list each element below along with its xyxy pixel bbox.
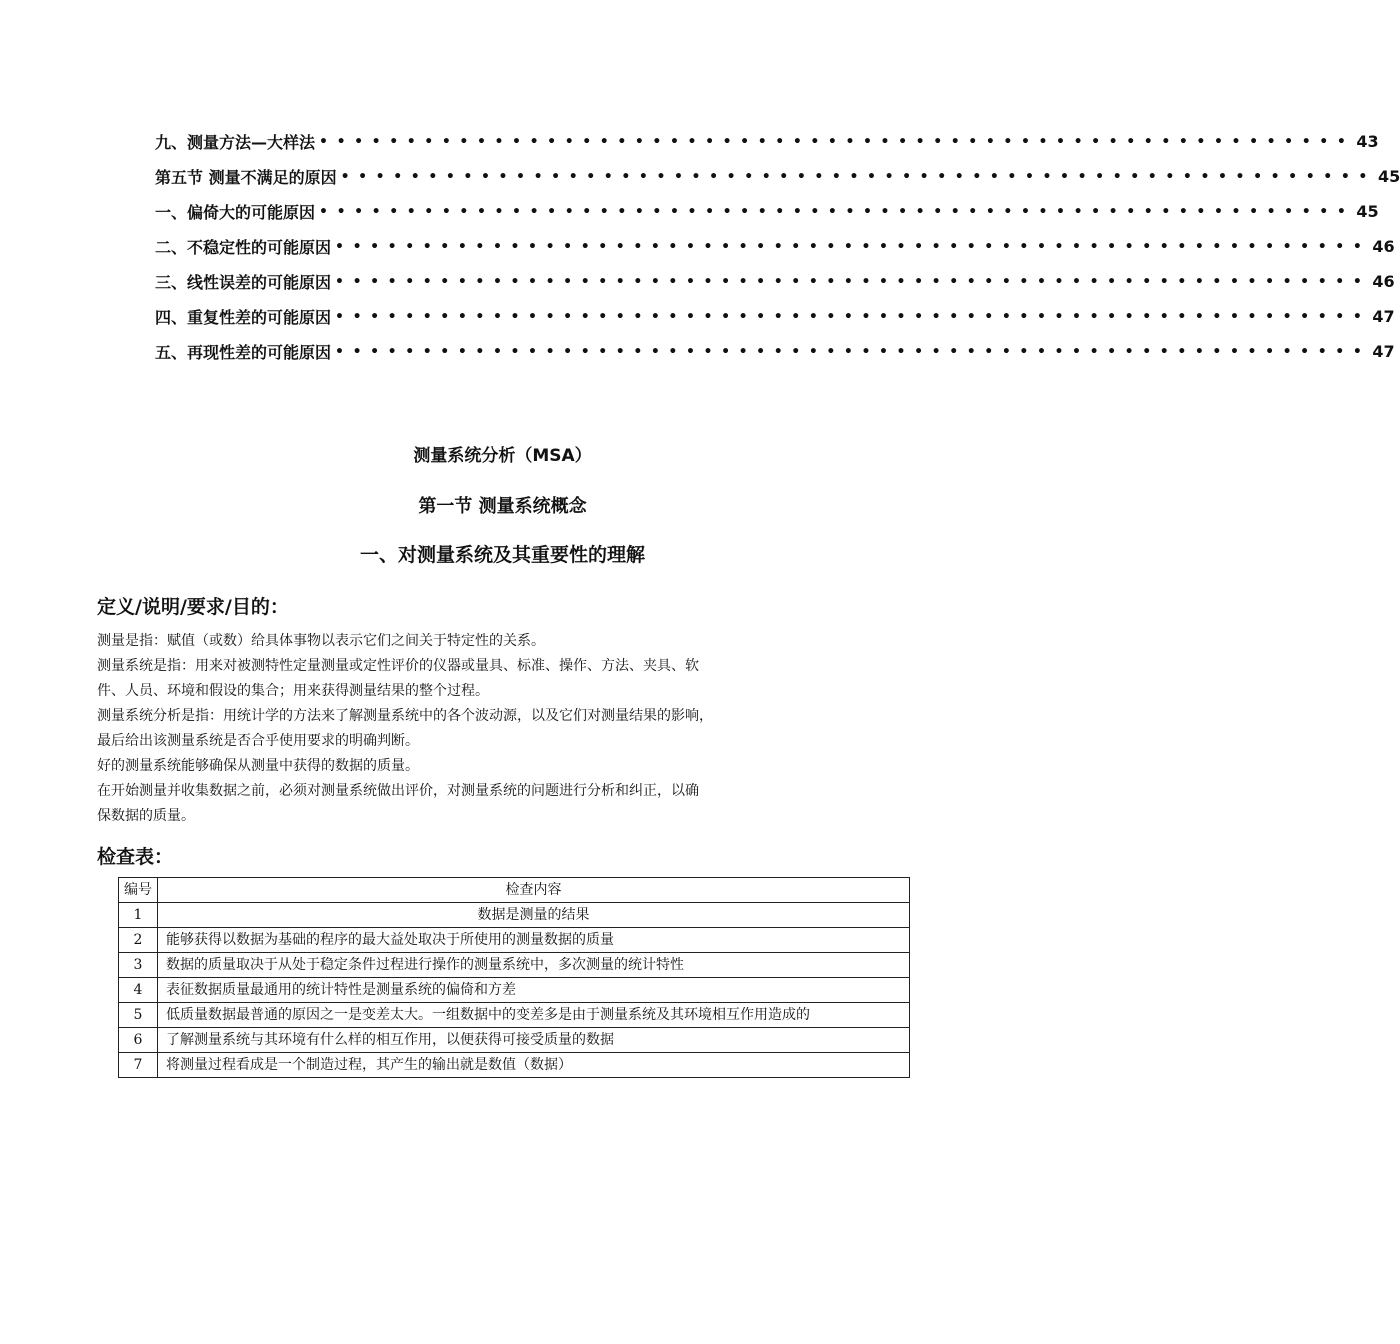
table-header-row — [119, 878, 910, 903]
toc-entry[interactable] — [155, 159, 1400, 194]
checklist-heading: 检查表： — [97, 846, 174, 868]
row-content: 数据的质量取决于从处于稳定条件过程进行操作的测量系统中，多次测量的统计特性 — [158, 953, 910, 978]
subsection-title: 一、对测量系统及其重要性的理解 — [359, 544, 645, 566]
definition-line: 在开始测量并收集数据之前，必须对测量系统做出评价，对测量系统的问题进行分析和纠正，以确 — [97, 783, 699, 799]
toc-entry-page: 45 — [1356, 202, 1379, 221]
toc-entry[interactable] — [155, 299, 1395, 334]
toc-leader-dots: ••••••••••••••••••••••••••••••••••••••••••••••••••••••••••• — [335, 343, 1371, 360]
toc-entry[interactable] — [155, 124, 1379, 159]
toc-entry-label: 九、测量方法—大样法 — [155, 133, 316, 152]
toc-entry-page: 47 — [1372, 307, 1395, 326]
definition-line: 好的测量系统能够确保从测量中获得的数据的质量。 — [97, 758, 419, 774]
definition-line: 件、人员、环境和假设的集合；用来获得测量结果的整个过程。 — [97, 683, 489, 699]
row-content: 了解测量系统与其环境有什么样的相互作用，以便获得可接受质量的数据 — [158, 1028, 910, 1053]
toc-leader-dots: ••••••••••••••••••••••••••••••••••••••••••••••••••••••••••• — [319, 203, 1355, 220]
toc-entry-label: 五、再现性差的可能原因 — [155, 343, 332, 362]
toc-entry-page: 45 — [1377, 167, 1400, 186]
row-number: 1 — [119, 903, 158, 928]
row-content: 表征数据质量最通用的统计特性是测量系统的偏倚和方差 — [158, 978, 910, 1003]
row-number: 7 — [119, 1053, 158, 1078]
toc-entry-page: 46 — [1372, 272, 1395, 291]
table-row — [119, 978, 910, 1003]
definition-heading: 定义/说明/要求/目的： — [97, 596, 289, 618]
toc-leader-dots: ••••••••••••••••••••••••••••••••••••••••••••••••••••••••••• — [335, 308, 1371, 325]
toc-entry-label: 四、重复性差的可能原因 — [155, 308, 332, 327]
definition-line: 测量系统分析是指：用统计学的方法来了解测量系统中的各个波动源，以及它们对测量结果的影响， — [97, 708, 713, 724]
table-row — [119, 903, 910, 928]
definition-line: 测量系统是指：用来对被测特性定量测量或定性评价的仪器或量具、标准、操作、方法、夹具、软 — [97, 658, 699, 674]
row-content: 低质量数据最普通的原因之一是变差太大。一组数据中的变差多是由于测量系统及其环境相互作用造成的 — [158, 1003, 910, 1028]
table-row — [119, 953, 910, 978]
row-number: 5 — [119, 1003, 158, 1028]
row-content: 将测量过程看成是一个制造过程，其产生的输出就是数值（数据） — [158, 1053, 910, 1078]
toc-leader-dots: ••••••••••••••••••••••••••••••••••••••••••••••••••••••••••• — [340, 168, 1376, 185]
toc-entry[interactable] — [155, 194, 1379, 229]
checklist-table — [118, 877, 910, 1078]
row-content: 数据是测量的结果 — [158, 903, 910, 928]
toc-leader-dots: ••••••••••••••••••••••••••••••••••••••••••••••••••••••••••• — [319, 133, 1355, 150]
definition-line: 测量是指：赋值（或数）给具体事物以表示它们之间关于特定性的关系。 — [97, 633, 545, 649]
toc-entry[interactable] — [155, 334, 1395, 369]
table-of-contents — [155, 124, 1400, 369]
toc-leader-dots: ••••••••••••••••••••••••••••••••••••••••••••••••••••••••••• — [335, 273, 1371, 290]
toc-entry-page: 43 — [1356, 132, 1379, 151]
toc-entry[interactable] — [155, 229, 1395, 264]
table-row — [119, 1028, 910, 1053]
document-title: 测量系统分析（MSA） — [413, 446, 592, 466]
toc-entry[interactable] — [155, 264, 1395, 299]
table-row — [119, 1003, 910, 1028]
toc-leader-dots: ••••••••••••••••••••••••••••••••••••••••••••••••••••••••••• — [335, 238, 1371, 255]
row-content: 能够获得以数据为基础的程序的最大益处取决于所使用的测量数据的质量 — [158, 928, 910, 953]
column-header-content: 检查内容 — [158, 878, 910, 903]
table-row — [119, 1053, 910, 1078]
table-row — [119, 928, 910, 953]
row-number: 6 — [119, 1028, 158, 1053]
definition-line: 保数据的质量。 — [97, 808, 195, 824]
row-number: 2 — [119, 928, 158, 953]
definition-body — [97, 629, 857, 829]
definition-line: 最后给出该测量系统是否合乎使用要求的明确判断。 — [97, 733, 419, 749]
toc-entry-page: 47 — [1372, 342, 1395, 361]
toc-entry-label: 二、不稳定性的可能原因 — [155, 238, 332, 257]
column-header-number: 编号 — [119, 878, 158, 903]
section-title: 第一节 测量系统概念 — [418, 496, 587, 517]
toc-entry-label: 三、线性误差的可能原因 — [155, 273, 332, 292]
toc-entry-label: 第五节 测量不满足的原因 — [155, 168, 337, 187]
row-number: 4 — [119, 978, 158, 1003]
row-number: 3 — [119, 953, 158, 978]
toc-entry-page: 46 — [1372, 237, 1395, 256]
toc-entry-label: 一、偏倚大的可能原因 — [155, 203, 316, 222]
